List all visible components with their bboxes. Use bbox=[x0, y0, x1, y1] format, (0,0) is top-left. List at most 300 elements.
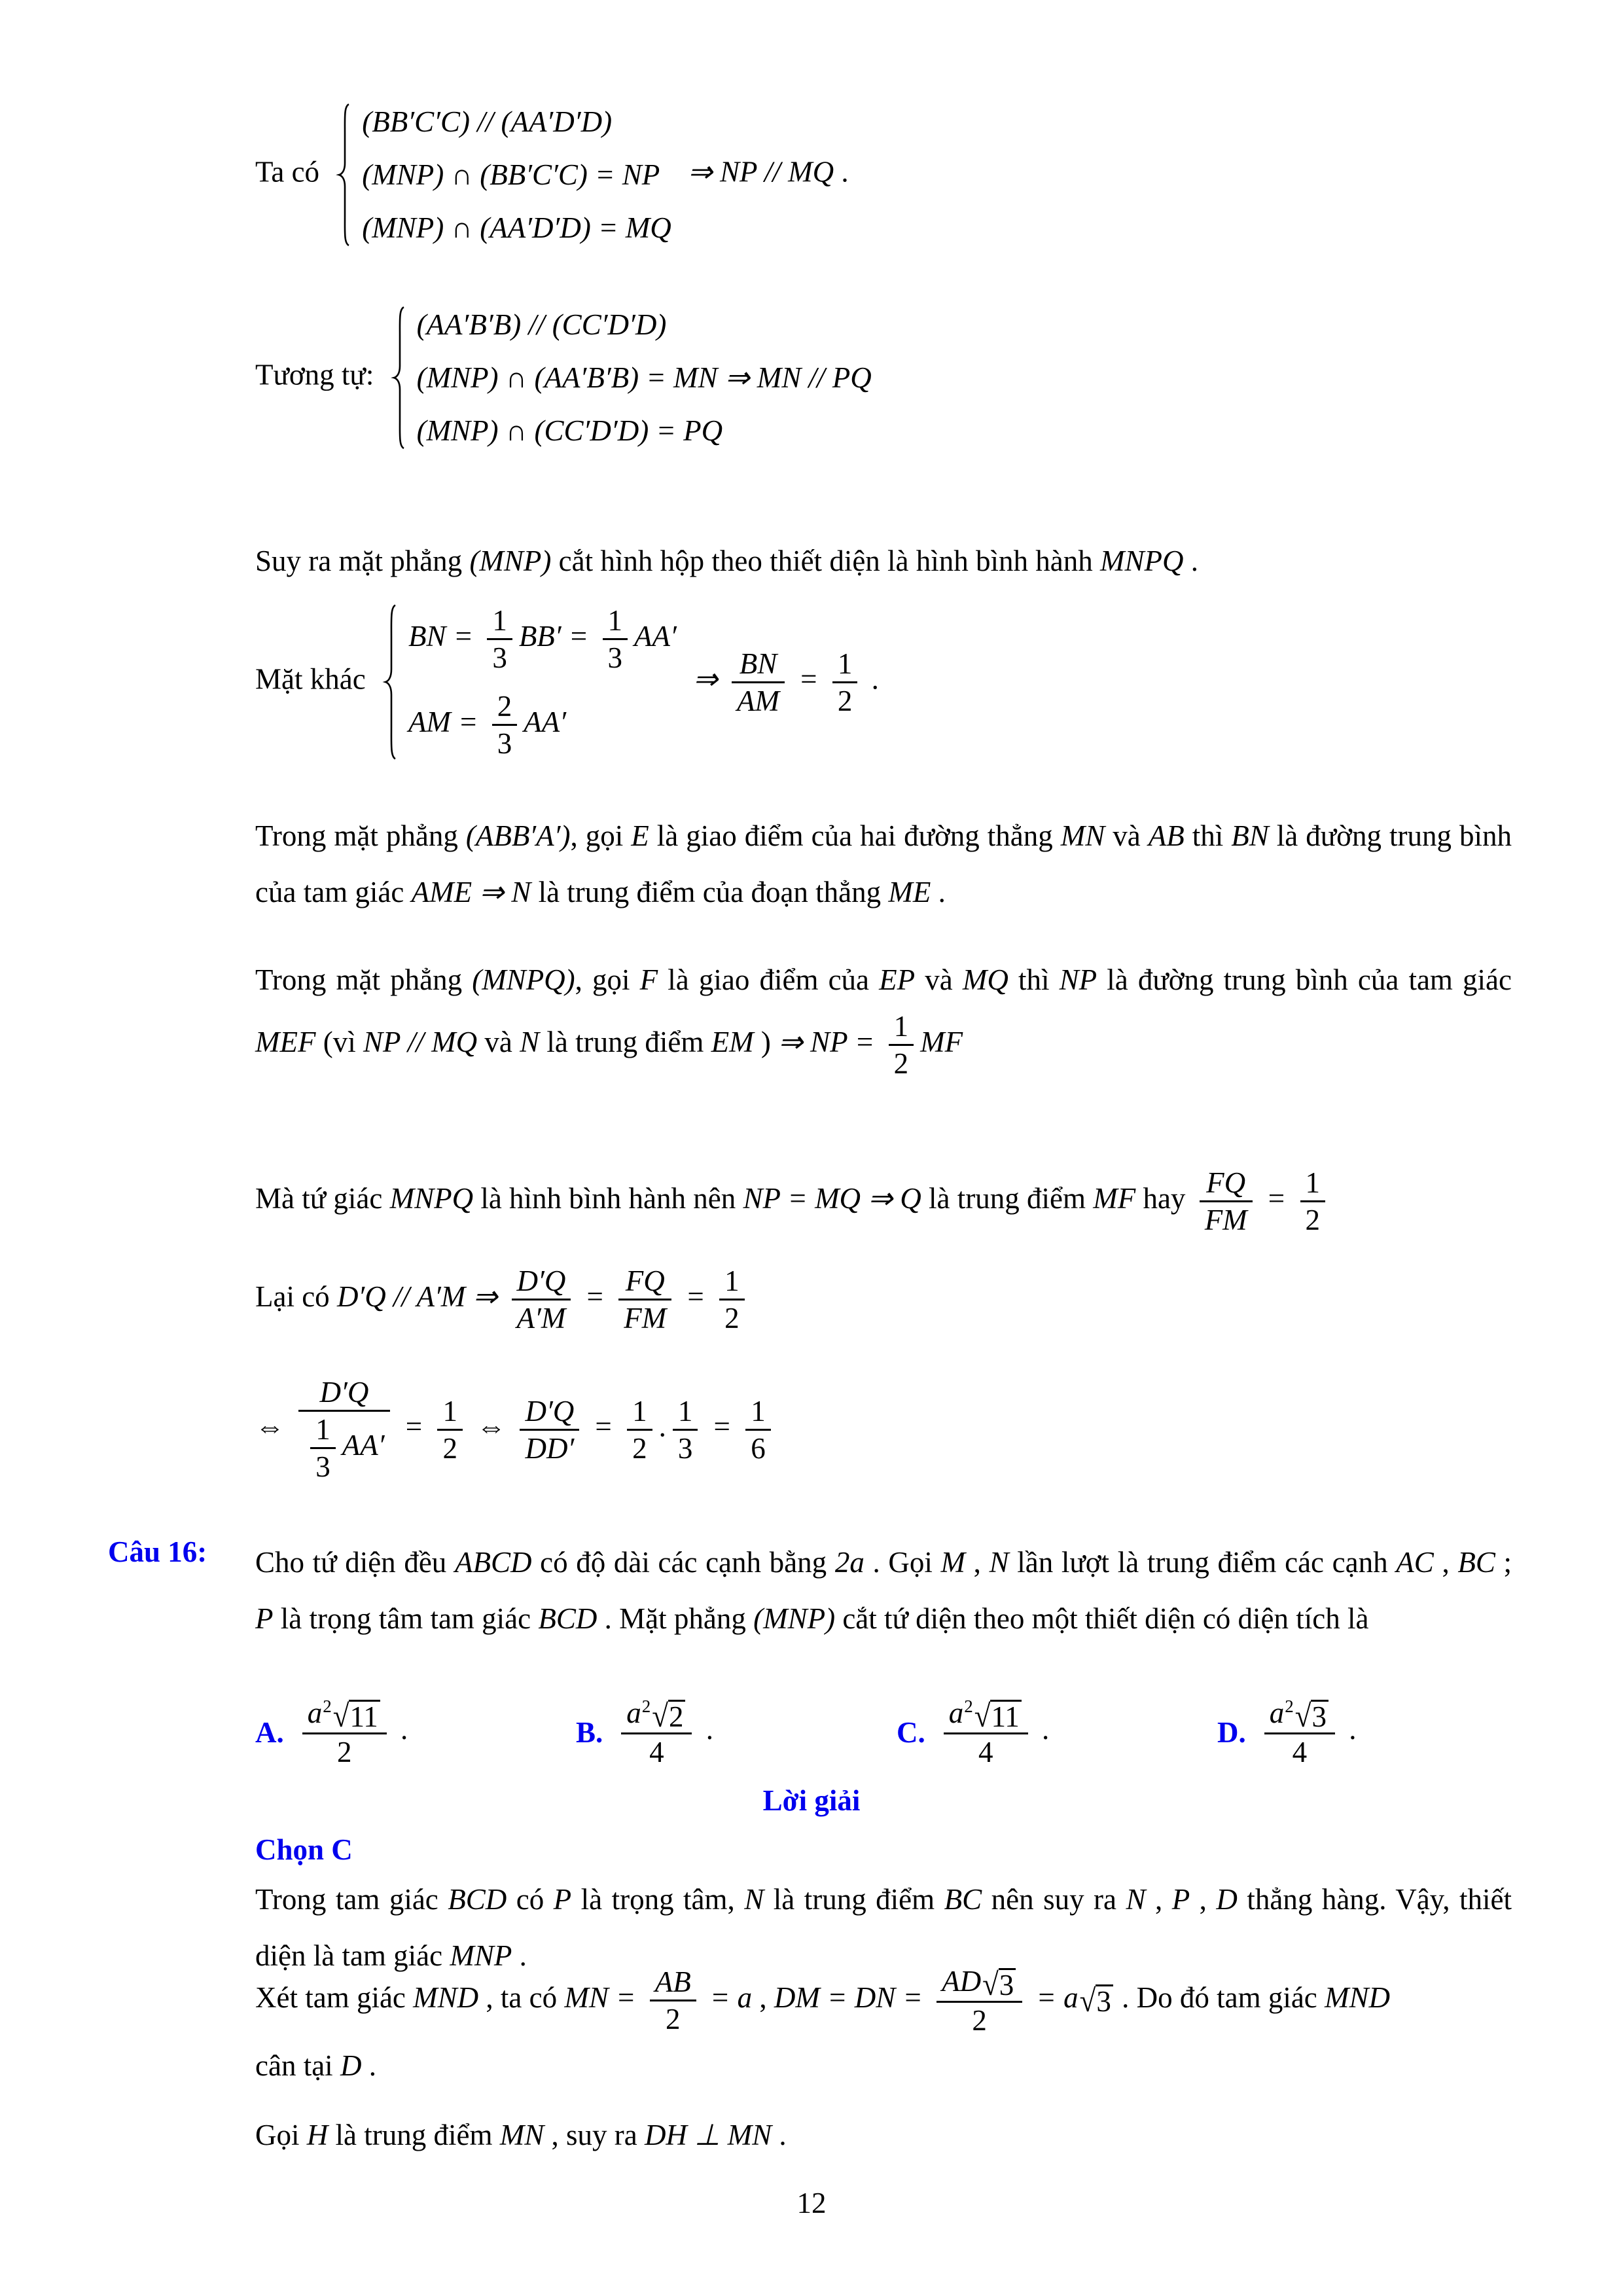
paragraph-ma-tu-giac bbox=[255, 1165, 1332, 1238]
text-run: thẳng hàng. Vậy, thiết diện là tam giác bbox=[255, 1883, 1512, 1972]
text-run: và bbox=[915, 963, 963, 996]
text-run: , suy ra bbox=[544, 2119, 645, 2151]
math-run: AA′ bbox=[342, 1428, 385, 1462]
math-run: D bbox=[340, 2049, 362, 2082]
math-run: NP // MQ bbox=[363, 1025, 478, 1058]
option-b bbox=[576, 1695, 897, 1770]
math-run: N bbox=[744, 1883, 764, 1916]
math-fraction bbox=[650, 1964, 696, 2037]
math-run: = a bbox=[702, 1981, 753, 2015]
text-run: 3 bbox=[677, 1431, 693, 1465]
math-run: AB bbox=[1148, 819, 1185, 852]
radical-icon: √ bbox=[982, 1966, 999, 2002]
text-run: nên suy ra bbox=[982, 1883, 1126, 1916]
radical-icon: √ bbox=[652, 1698, 668, 1734]
option-c-letter: C. bbox=[897, 1715, 925, 1749]
math-run: (AA′B′B) // (CC′D′D) bbox=[416, 308, 667, 341]
math-fraction bbox=[1200, 1165, 1253, 1238]
denominator bbox=[936, 2001, 1022, 2038]
text-run: thì bbox=[1184, 819, 1232, 852]
denominator bbox=[621, 1732, 692, 1770]
denominator bbox=[302, 1732, 387, 1770]
text-run: . bbox=[1341, 1713, 1357, 1746]
text-run: Trong tam giác bbox=[255, 1883, 448, 1916]
text-run: Suy ra mặt phẳng bbox=[255, 545, 470, 577]
math-run: BN bbox=[1231, 819, 1269, 852]
math-run: ABCD bbox=[454, 1546, 532, 1579]
equation-row bbox=[362, 102, 671, 142]
text-run: có bbox=[507, 1883, 554, 1916]
denominator bbox=[745, 1429, 771, 1466]
math-run: ⇔ bbox=[255, 1410, 293, 1443]
math-fraction bbox=[745, 1393, 771, 1466]
numerator bbox=[719, 1263, 745, 1299]
text-run: Ta có bbox=[255, 155, 327, 188]
brace-icon bbox=[336, 102, 351, 247]
text-run: và bbox=[477, 1025, 520, 1058]
math-run: BC bbox=[944, 1883, 982, 1916]
math-sqrt bbox=[1080, 1984, 1113, 2017]
math-fraction bbox=[302, 1695, 387, 1770]
math-fraction bbox=[719, 1263, 745, 1336]
text-run: , gọi bbox=[570, 819, 632, 852]
math-run: BN bbox=[739, 647, 777, 680]
equation-rows bbox=[408, 603, 677, 761]
math-fraction bbox=[944, 1695, 1028, 1770]
text-run: 2 bbox=[337, 1735, 352, 1768]
text-run: Xét tam giác bbox=[255, 1981, 414, 2015]
denominator bbox=[889, 1044, 914, 1081]
text-run: và bbox=[1105, 819, 1149, 852]
numerator bbox=[1200, 1165, 1253, 1200]
math-fraction bbox=[492, 689, 518, 761]
denominator bbox=[512, 1299, 571, 1336]
text-run: thì bbox=[1008, 963, 1060, 996]
math-superscript: 2 bbox=[323, 1696, 332, 1716]
text-run: . bbox=[864, 662, 879, 696]
math-superscript: 2 bbox=[964, 1696, 973, 1716]
math-fraction bbox=[310, 1412, 336, 1484]
numerator bbox=[520, 1393, 579, 1429]
denominator bbox=[732, 681, 785, 719]
text-run: là đường trung bình của tam giác bbox=[255, 819, 1512, 908]
option-c bbox=[897, 1695, 1217, 1770]
math-fraction bbox=[673, 1393, 698, 1466]
math-run: ⇒ NP = bbox=[778, 1025, 882, 1058]
denominator bbox=[298, 1410, 389, 1484]
options-row bbox=[255, 1695, 1558, 1770]
math-run: NP = MQ ⇒ Q bbox=[743, 1181, 921, 1215]
math-run: DM = DN = bbox=[774, 1981, 931, 2015]
radical-icon: √ bbox=[1079, 1982, 1096, 2018]
text-run: 3 bbox=[492, 641, 507, 674]
text-run: . bbox=[361, 2049, 376, 2082]
math-fraction bbox=[298, 1374, 389, 1484]
math-sqrt bbox=[974, 1700, 1022, 1732]
option-a bbox=[255, 1695, 576, 1770]
denominator bbox=[832, 681, 858, 719]
denominator bbox=[437, 1429, 463, 1466]
solution-heading: Lời giải bbox=[762, 1784, 861, 1817]
text-run: Gọi bbox=[255, 2119, 307, 2151]
math-run: MND bbox=[413, 1981, 479, 2015]
math-run: DH ⊥ MN bbox=[644, 2119, 772, 2151]
text-run: 2 bbox=[665, 2003, 681, 2036]
text-run: là hình bình hành nên bbox=[473, 1181, 743, 1215]
text-run: Tương tự: bbox=[255, 358, 382, 391]
option-d bbox=[1217, 1695, 1538, 1770]
math-run: E bbox=[631, 819, 649, 852]
text-run: 4 bbox=[649, 1735, 664, 1768]
numerator bbox=[512, 1263, 571, 1299]
numerator bbox=[618, 1263, 671, 1299]
text-run: 2 bbox=[442, 1431, 457, 1465]
question-number: Câu 16: bbox=[108, 1535, 207, 1568]
text-run: là trung điểm của đoạn thẳng bbox=[531, 875, 889, 908]
equation-row bbox=[408, 603, 677, 675]
option-c-formula bbox=[937, 1695, 1050, 1770]
math-run: D bbox=[1216, 1883, 1238, 1916]
text-run: 1 bbox=[893, 1009, 909, 1043]
text-run: 1 bbox=[677, 1394, 693, 1427]
math-run: a bbox=[626, 1696, 641, 1729]
text-run: là trọng tâm tam giác bbox=[273, 1602, 539, 1635]
math-run: ⇔ bbox=[469, 1410, 514, 1443]
brace-icon bbox=[391, 305, 406, 450]
math-run: MNPQ bbox=[389, 1181, 474, 1215]
numerator bbox=[1300, 1165, 1326, 1200]
math-superscript: 2 bbox=[1285, 1696, 1294, 1716]
math-run: MNP bbox=[450, 1939, 512, 1972]
numerator bbox=[732, 646, 785, 681]
text-run: là trung điểm bbox=[764, 1883, 944, 1916]
math-sqrt bbox=[1295, 1700, 1329, 1732]
math-run: H bbox=[306, 2119, 329, 2151]
math-run: FM bbox=[624, 1302, 667, 1335]
math-run: a bbox=[307, 1696, 323, 1729]
text-run: 1 bbox=[632, 1394, 647, 1427]
option-d-formula bbox=[1258, 1695, 1357, 1770]
denominator bbox=[1200, 1200, 1253, 1238]
math-sqrt bbox=[652, 1700, 685, 1732]
numerator bbox=[832, 646, 858, 681]
text-run: , bbox=[1145, 1883, 1172, 1916]
equation-row bbox=[417, 305, 872, 345]
radicand: 11 bbox=[349, 1700, 380, 1732]
equation-row bbox=[362, 208, 671, 248]
math-run: (MNP) ∩ (BB′C′C) = NP bbox=[362, 158, 660, 191]
math-fraction bbox=[621, 1695, 692, 1770]
math-run: MNPQ bbox=[1100, 545, 1184, 577]
math-run: = bbox=[678, 1280, 713, 1313]
text-run: . bbox=[834, 155, 849, 188]
math-run: D′Q bbox=[319, 1376, 369, 1408]
math-run: BC bbox=[1457, 1546, 1495, 1579]
math-run: MN bbox=[499, 2119, 544, 2151]
numerator bbox=[936, 1964, 1022, 2001]
numerator bbox=[487, 603, 512, 638]
text-run: Mặt khác bbox=[255, 662, 373, 696]
math-run: a bbox=[1269, 1696, 1285, 1729]
text-run: . bbox=[931, 875, 946, 908]
math-sqrt bbox=[333, 1700, 380, 1732]
text-run: , ta có bbox=[478, 1981, 565, 2015]
denominator bbox=[1264, 1732, 1335, 1770]
equation-system bbox=[336, 98, 671, 251]
denominator bbox=[719, 1299, 745, 1336]
equation-system bbox=[391, 301, 872, 454]
paragraph-tuong-tu bbox=[255, 301, 881, 454]
math-run: AA′ bbox=[524, 705, 567, 738]
math-run: DD′ bbox=[525, 1431, 575, 1465]
radical-icon: √ bbox=[974, 1698, 991, 1734]
equation-system bbox=[382, 599, 677, 765]
text-run: lần lượt là trung điểm các cạnh bbox=[1008, 1546, 1397, 1579]
paragraph-trong-mat-phang-abba bbox=[255, 808, 1512, 920]
math-run: BCD bbox=[448, 1883, 507, 1916]
math-run: M bbox=[940, 1546, 966, 1579]
denominator bbox=[310, 1447, 336, 1484]
text-run: 1 bbox=[837, 647, 853, 680]
radicand: 3 bbox=[1311, 1700, 1329, 1732]
text-run: là giao điểm của hai đường thẳng bbox=[649, 819, 1061, 852]
math-run: A′M bbox=[516, 1302, 566, 1335]
numerator bbox=[627, 1393, 652, 1429]
text-run: . bbox=[658, 1410, 666, 1443]
numerator bbox=[437, 1393, 463, 1429]
math-fraction bbox=[627, 1393, 652, 1466]
math-run: = bbox=[586, 1410, 621, 1443]
text-run: 1 bbox=[724, 1265, 740, 1297]
denominator bbox=[487, 638, 512, 675]
numerator bbox=[673, 1393, 698, 1429]
math-run: (ABB′A′) bbox=[465, 819, 571, 852]
text-run: 1 bbox=[751, 1394, 766, 1427]
math-run: ME bbox=[888, 875, 931, 908]
math-run: MEF bbox=[255, 1025, 316, 1058]
text-run: 3 bbox=[497, 727, 512, 760]
text-run: 2 bbox=[724, 1302, 740, 1335]
option-a-formula bbox=[296, 1695, 408, 1770]
math-run: (MNPQ) bbox=[472, 963, 575, 996]
math-run: FQ bbox=[1206, 1166, 1246, 1199]
math-run: = bbox=[577, 1280, 613, 1313]
text-run: 6 bbox=[751, 1431, 766, 1465]
math-fraction bbox=[1300, 1165, 1326, 1238]
paragraph-ta-co bbox=[255, 98, 849, 251]
text-run: 1 bbox=[315, 1413, 330, 1446]
math-fraction bbox=[1264, 1695, 1335, 1770]
math-run: (MNP) bbox=[469, 545, 552, 577]
denominator bbox=[603, 638, 628, 675]
paragraph-lai-co bbox=[255, 1263, 751, 1336]
text-run: . Do đó tam giác bbox=[1114, 1981, 1325, 2015]
math-fraction bbox=[512, 1263, 571, 1336]
math-fraction bbox=[732, 646, 785, 719]
text-run: Cho tứ diện đều bbox=[255, 1546, 455, 1579]
math-run: 2a bbox=[834, 1546, 865, 1579]
text-run: 3 bbox=[607, 641, 622, 674]
option-a-letter: A. bbox=[255, 1715, 284, 1749]
paragraph-tuong-duong bbox=[255, 1374, 777, 1484]
text-run: (vì bbox=[315, 1025, 363, 1058]
text-run: . bbox=[393, 1713, 408, 1746]
equation-row bbox=[362, 155, 671, 195]
text-run: 2 bbox=[1305, 1204, 1321, 1236]
math-run: = a bbox=[1029, 1981, 1079, 2015]
numerator bbox=[1264, 1695, 1335, 1732]
math-run: BB′ = bbox=[518, 619, 596, 653]
math-run: ⇒ NP // MQ bbox=[680, 155, 834, 188]
paragraph-mat-khac bbox=[255, 599, 879, 765]
math-fraction bbox=[889, 1009, 914, 1081]
text-run: Mà tứ giác bbox=[255, 1181, 390, 1215]
math-run: EP bbox=[879, 963, 916, 996]
math-sqrt bbox=[982, 1968, 1016, 2001]
text-run: là giao điểm của bbox=[658, 963, 880, 996]
paragraph-trong-mat-phang-mnpq bbox=[255, 952, 1512, 1081]
math-run: (MNP) ∩ (CC′D′D) = PQ bbox=[416, 414, 723, 447]
math-run: MF bbox=[920, 1025, 963, 1058]
denominator bbox=[1300, 1200, 1326, 1238]
math-run: = bbox=[704, 1410, 740, 1443]
text-run: có độ dài các cạnh bằng bbox=[531, 1546, 835, 1579]
math-run: D′Q // A′M ⇒ bbox=[336, 1280, 505, 1313]
numerator bbox=[650, 1964, 696, 2000]
math-fraction bbox=[437, 1393, 463, 1466]
numerator bbox=[621, 1695, 692, 1732]
math-run: AB bbox=[654, 1965, 691, 1999]
radicand: 11 bbox=[990, 1700, 1021, 1732]
text-run: . bbox=[698, 1713, 713, 1746]
math-superscript: 2 bbox=[641, 1696, 651, 1716]
text-run: cắt hình hộp theo thiết diện là hình bình hành bbox=[551, 545, 1100, 577]
text-run: cân tại bbox=[255, 2049, 340, 2082]
text-run: Trong mặt phẳng bbox=[255, 819, 466, 852]
denominator bbox=[627, 1429, 652, 1466]
radical-icon: √ bbox=[332, 1698, 349, 1734]
denominator bbox=[650, 2000, 696, 2037]
math-fraction bbox=[487, 603, 512, 675]
equation-rows bbox=[362, 102, 671, 247]
math-run: F bbox=[639, 963, 658, 996]
math-run: N bbox=[520, 1025, 540, 1058]
text-run: 1 bbox=[1305, 1166, 1321, 1199]
text-run: Trong mặt phẳng bbox=[255, 963, 473, 996]
math-run: = bbox=[791, 662, 826, 696]
math-run: (MNP) ∩ (AA′B′B) = MN ⇒ MN // PQ bbox=[416, 361, 872, 394]
text-run: là trung điểm bbox=[921, 1181, 1094, 1215]
page-number: 12 bbox=[796, 2187, 827, 2219]
math-run: FM bbox=[1204, 1204, 1247, 1236]
math-run: = bbox=[396, 1410, 431, 1443]
text-run: 1 bbox=[607, 604, 622, 637]
text-run: 2 bbox=[837, 684, 853, 717]
text-run: . bbox=[512, 1939, 527, 1972]
denominator bbox=[492, 724, 518, 761]
math-run: BCD bbox=[538, 1602, 597, 1635]
text-run: là trọng tâm, bbox=[571, 1883, 745, 1916]
math-run: FQ bbox=[625, 1265, 665, 1297]
text-run: Lại có bbox=[255, 1280, 337, 1313]
denominator bbox=[618, 1299, 671, 1336]
text-run: , bbox=[1433, 1546, 1458, 1579]
math-run: ⇒ bbox=[685, 662, 726, 696]
math-run: (MNP) bbox=[753, 1602, 836, 1635]
numerator bbox=[603, 603, 628, 638]
math-fraction bbox=[618, 1263, 671, 1336]
radical-icon: √ bbox=[1294, 1698, 1311, 1734]
text-run: . bbox=[1034, 1713, 1050, 1746]
text-run: của tam giác bbox=[1357, 963, 1512, 996]
numerator bbox=[889, 1009, 914, 1044]
text-run: , gọi bbox=[575, 963, 640, 996]
option-b-formula bbox=[615, 1695, 713, 1770]
text-run: , bbox=[1190, 1883, 1217, 1916]
text-run: 4 bbox=[978, 1735, 993, 1768]
text-run: , bbox=[965, 1546, 990, 1579]
math-run: AM = bbox=[408, 705, 486, 738]
math-run: AA′ bbox=[634, 619, 677, 653]
solution-choice: Chọn C bbox=[255, 1833, 353, 1866]
radicand: 3 bbox=[1096, 1984, 1113, 2017]
text-run: 4 bbox=[1292, 1735, 1308, 1768]
radicand: 3 bbox=[999, 1968, 1016, 2001]
math-run: N bbox=[989, 1546, 1009, 1579]
text-run: hay bbox=[1135, 1181, 1193, 1215]
math-run: AME ⇒ N bbox=[411, 875, 531, 908]
math-run: a bbox=[948, 1696, 964, 1729]
math-run: (MNP) ∩ (AA′D′D) = MQ bbox=[362, 211, 671, 244]
text-run: 2 bbox=[632, 1431, 647, 1465]
equation-row bbox=[408, 689, 677, 761]
paragraph-goi-h bbox=[255, 2108, 1512, 2164]
math-fraction bbox=[936, 1964, 1022, 2038]
text-run: . Gọi bbox=[864, 1546, 941, 1579]
math-fraction bbox=[832, 646, 858, 719]
text-run: là đường trung bình bbox=[1097, 963, 1358, 996]
math-run: NP bbox=[1059, 963, 1097, 996]
option-d-letter: D. bbox=[1217, 1715, 1246, 1749]
text-run: 2 bbox=[497, 690, 512, 723]
numerator bbox=[944, 1695, 1028, 1732]
math-run: MF bbox=[1093, 1181, 1136, 1215]
radicand: 2 bbox=[668, 1700, 686, 1732]
math-run: MN bbox=[1060, 819, 1105, 852]
text-run: , bbox=[752, 1981, 774, 2015]
text-run: 2 bbox=[972, 2003, 987, 2037]
text-run: . bbox=[772, 2119, 787, 2151]
text-run: 3 bbox=[315, 1450, 330, 1483]
equation-rows bbox=[417, 305, 872, 450]
text-run: ; bbox=[1495, 1546, 1512, 1579]
text-run: . Mặt phẳng bbox=[597, 1602, 754, 1635]
option-b-letter: B. bbox=[576, 1715, 603, 1749]
numerator bbox=[745, 1393, 771, 1429]
text-run: 1 bbox=[442, 1394, 457, 1427]
paragraph-suy-ra bbox=[255, 533, 1512, 590]
math-run: N bbox=[1126, 1883, 1146, 1916]
math-run: MQ bbox=[962, 963, 1008, 996]
math-run: EM bbox=[711, 1025, 754, 1058]
numerator bbox=[298, 1374, 389, 1410]
text-run: 1 bbox=[492, 604, 507, 637]
brace-icon bbox=[382, 603, 398, 761]
text-run: 2 bbox=[893, 1047, 909, 1080]
denominator bbox=[520, 1429, 579, 1466]
equation-row bbox=[417, 358, 872, 398]
text-run: ) bbox=[753, 1025, 779, 1058]
